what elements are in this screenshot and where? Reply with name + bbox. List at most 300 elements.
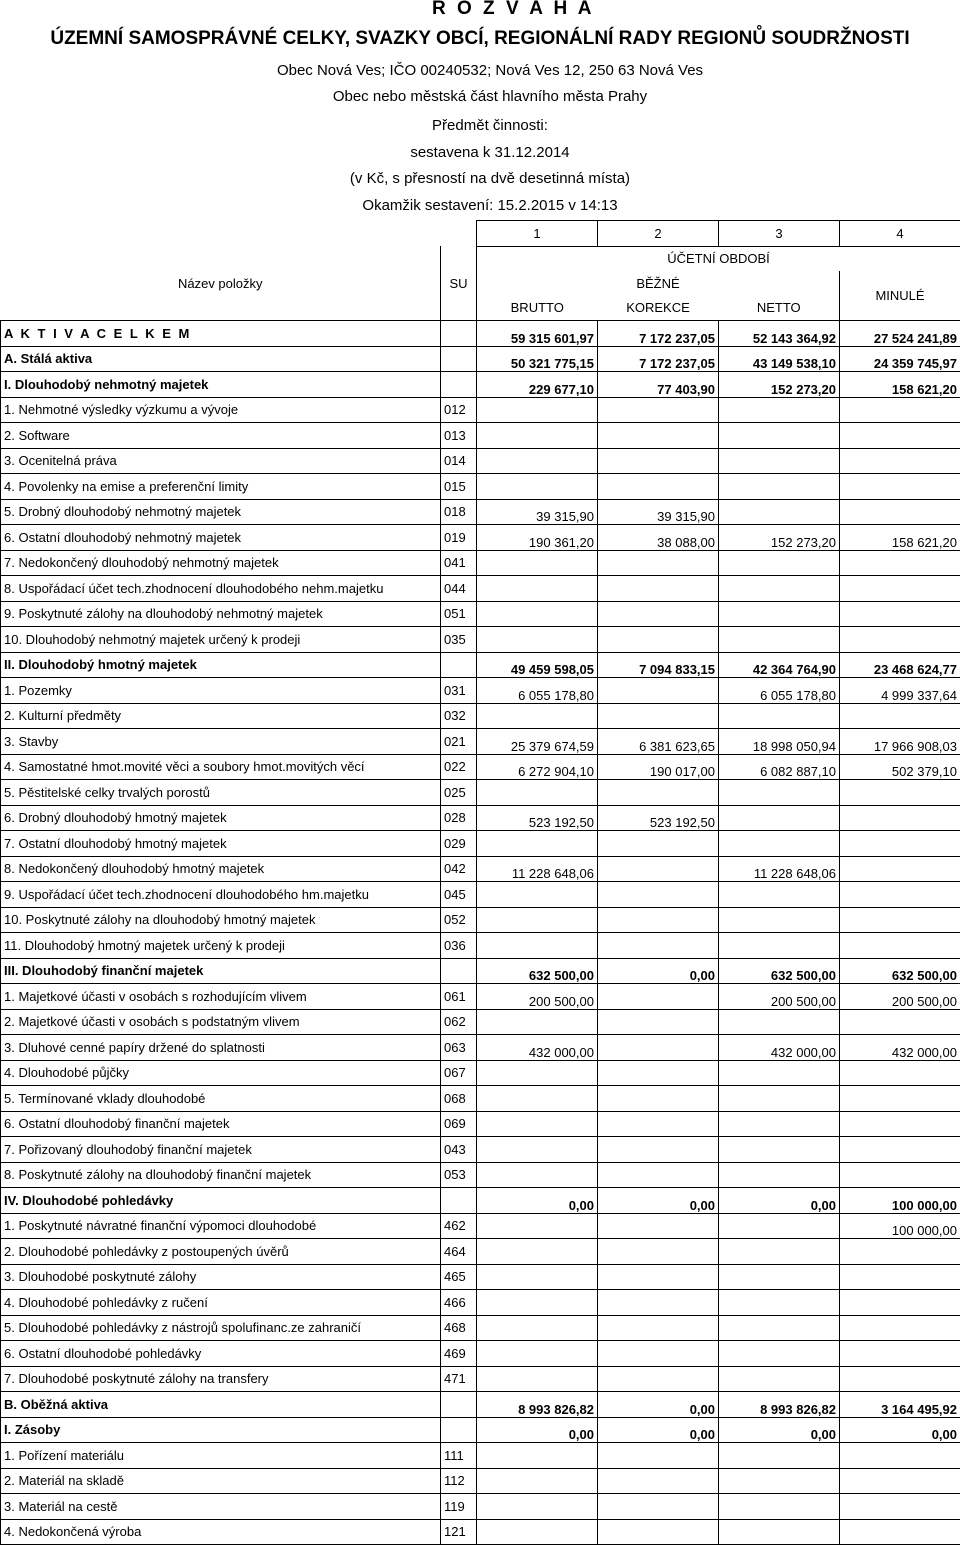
su-code: 018 [441, 499, 477, 525]
item-name: III. Dlouhodobý finanční majetek [1, 958, 441, 984]
brutto-value: 0,00 [477, 1188, 598, 1214]
table-row [1, 882, 960, 908]
su-code: 468 [441, 1315, 477, 1341]
su-code [441, 372, 477, 398]
brutto-value [477, 1213, 598, 1239]
table-row [1, 984, 960, 1010]
korekce-value [598, 1239, 719, 1265]
korekce-value [598, 984, 719, 1010]
korekce-value [598, 397, 719, 423]
table-row [1, 1060, 960, 1086]
brutto-value: 25 379 674,59 [477, 729, 598, 755]
table-row [1, 1213, 960, 1239]
brutto-value [477, 423, 598, 449]
netto-value: 6 055 178,80 [719, 678, 840, 704]
netto-value [719, 1111, 840, 1137]
netto-value [719, 703, 840, 729]
netto-value [719, 448, 840, 474]
korekce-value [598, 703, 719, 729]
netto-value [719, 1341, 840, 1367]
item-name: 6. Ostatní dlouhodobý finanční majetek [1, 1111, 441, 1137]
table-row [1, 1239, 960, 1265]
su-code: 068 [441, 1086, 477, 1112]
item-name: 11. Dlouhodobý hmotný majetek určený k prodeji [1, 933, 441, 959]
balance-sheet-table [0, 220, 960, 1545]
item-name: 8. Nedokončený dlouhodobý hmotný majetek [1, 856, 441, 882]
previous-value: 17 966 908,03 [840, 729, 960, 755]
brutto-value [477, 1468, 598, 1494]
table-row [1, 1519, 960, 1545]
su-code: 052 [441, 907, 477, 933]
table-row [1, 397, 960, 423]
netto-value [719, 1162, 840, 1188]
table-row [1, 1494, 960, 1520]
table-row [1, 601, 960, 627]
korekce-value [598, 1315, 719, 1341]
brutto-value [477, 1162, 598, 1188]
previous-value [840, 907, 960, 933]
previous-value [840, 805, 960, 831]
netto-value [719, 1290, 840, 1316]
brutto-value [477, 882, 598, 908]
item-name: 2. Kulturní předměty [1, 703, 441, 729]
table-row [1, 678, 960, 704]
netto-value [719, 907, 840, 933]
previous-value [840, 423, 960, 449]
previous-value [840, 1494, 960, 1520]
item-name: IV. Dlouhodobé pohledávky [1, 1188, 441, 1214]
item-name: 4. Dlouhodobé pohledávky z ručení [1, 1290, 441, 1316]
table-row [1, 1443, 960, 1469]
item-name: 5. Dlouhodobé pohledávky z nástrojů spolufinanc.ze zahraničí [1, 1315, 441, 1341]
brutto-value [477, 1366, 598, 1392]
netto-value: 0,00 [719, 1188, 840, 1214]
previous-value: 4 999 337,64 [840, 678, 960, 704]
table-row [1, 1137, 960, 1163]
previous-value: 0,00 [840, 1417, 960, 1443]
korekce-value: 0,00 [598, 1392, 719, 1418]
table-row [1, 831, 960, 857]
item-name: 10. Poskytnuté zálohy na dlouhodobý hmotný majetek [1, 907, 441, 933]
table-row [1, 321, 960, 347]
previous-value [840, 1009, 960, 1035]
korekce-header: KOREKCE [598, 296, 719, 321]
created-line: Okamžik sestavení: 15.2.2015 v 14:13 [10, 197, 960, 214]
korekce-value: 0,00 [598, 958, 719, 984]
korekce-value: 38 088,00 [598, 525, 719, 551]
netto-value: 52 143 364,92 [719, 321, 840, 347]
su-code: 062 [441, 1009, 477, 1035]
table-row [1, 525, 960, 551]
su-code [441, 958, 477, 984]
report-subtitle: ÚZEMNÍ SAMOSPRÁVNÉ CELKY, SVAZKY OBCÍ, REGIONÁLNÍ RADY REGIONŮ SOUDRŽNOSTI [0, 28, 960, 50]
netto-value [719, 805, 840, 831]
netto-value: 0,00 [719, 1417, 840, 1443]
item-name-header: Název položky [1, 246, 441, 321]
brutto-value: 432 000,00 [477, 1035, 598, 1061]
brutto-value: 50 321 775,15 [477, 346, 598, 372]
su-code: 032 [441, 703, 477, 729]
korekce-value [598, 856, 719, 882]
item-name: 7. Dlouhodobé poskytnuté zálohy na transfery [1, 1366, 441, 1392]
su-code: 019 [441, 525, 477, 551]
previous-value [840, 474, 960, 500]
report-title: R O Z V A H A [432, 0, 595, 20]
table-row [1, 1315, 960, 1341]
brutto-value [477, 1341, 598, 1367]
previous-value [840, 1239, 960, 1265]
brutto-value [477, 1519, 598, 1545]
brutto-value: 8 993 826,82 [477, 1392, 598, 1418]
item-name: 5. Pěstitelské celky trvalých porostů [1, 780, 441, 806]
netto-value [719, 1009, 840, 1035]
item-name: 1. Pozemky [1, 678, 441, 704]
entity-type-line: Obec nebo městská část hlavního města Prahy [10, 88, 960, 105]
brutto-value [477, 1443, 598, 1469]
item-name: I. Dlouhodobý nehmotný majetek [1, 372, 441, 398]
su-code: 119 [441, 1494, 477, 1520]
table-row [1, 1111, 960, 1137]
netto-value: 200 500,00 [719, 984, 840, 1010]
table-row [1, 1009, 960, 1035]
table-row [1, 907, 960, 933]
brutto-value [477, 831, 598, 857]
su-code: 465 [441, 1264, 477, 1290]
item-name: B. Oběžná aktiva [1, 1392, 441, 1418]
korekce-value: 7 094 833,15 [598, 652, 719, 678]
table-row [1, 1366, 960, 1392]
previous-value [840, 1341, 960, 1367]
brutto-value: 6 055 178,80 [477, 678, 598, 704]
table-row [1, 474, 960, 500]
previous-value: 502 379,10 [840, 754, 960, 780]
previous-value [840, 1111, 960, 1137]
table-row [1, 372, 960, 398]
su-code: 053 [441, 1162, 477, 1188]
table-row [1, 805, 960, 831]
korekce-value [598, 550, 719, 576]
brutto-value [477, 1315, 598, 1341]
brutto-value: 229 677,10 [477, 372, 598, 398]
previous-value: 24 359 745,97 [840, 346, 960, 372]
col-number-1: 1 [477, 221, 598, 247]
brutto-value [477, 907, 598, 933]
su-code: 063 [441, 1035, 477, 1061]
korekce-value: 7 172 237,05 [598, 346, 719, 372]
item-name: 7. Pořizovaný dlouhodobý finanční majetek [1, 1137, 441, 1163]
brutto-value: 0,00 [477, 1417, 598, 1443]
netto-value: 432 000,00 [719, 1035, 840, 1061]
table-row [1, 958, 960, 984]
netto-value: 632 500,00 [719, 958, 840, 984]
su-header: SU [441, 246, 477, 321]
korekce-value [598, 1519, 719, 1545]
brutto-value [477, 601, 598, 627]
korekce-value: 77 403,90 [598, 372, 719, 398]
item-name: A K T I V A C E L K E M [1, 321, 441, 347]
brutto-value [477, 1494, 598, 1520]
table-row [1, 423, 960, 449]
entity-line: Obec Nová Ves; IČO 00240532; Nová Ves 12, 250 63 Nová Ves [10, 62, 960, 79]
korekce-value [598, 831, 719, 857]
su-code: 015 [441, 474, 477, 500]
table-row [1, 576, 960, 602]
item-name: 3. Materiál na cestě [1, 1494, 441, 1520]
previous-value [840, 550, 960, 576]
netto-value [719, 1366, 840, 1392]
brutto-value [477, 627, 598, 653]
table-row [1, 703, 960, 729]
brutto-value: 11 228 648,06 [477, 856, 598, 882]
netto-value [719, 1060, 840, 1086]
korekce-value: 0,00 [598, 1417, 719, 1443]
previous-value [840, 1443, 960, 1469]
netto-value [719, 474, 840, 500]
su-code [441, 652, 477, 678]
table-row [1, 1341, 960, 1367]
item-name: 1. Pořízení materiálu [1, 1443, 441, 1469]
netto-header: NETTO [719, 296, 840, 321]
previous-value: 23 468 624,77 [840, 652, 960, 678]
previous-value [840, 703, 960, 729]
previous-value [840, 856, 960, 882]
netto-value [719, 933, 840, 959]
korekce-value [598, 780, 719, 806]
korekce-value [598, 933, 719, 959]
netto-value: 42 364 764,90 [719, 652, 840, 678]
brutto-value: 6 272 904,10 [477, 754, 598, 780]
previous-value [840, 576, 960, 602]
netto-value [719, 1239, 840, 1265]
korekce-value: 6 381 623,65 [598, 729, 719, 755]
brutto-value [477, 1239, 598, 1265]
previous-value [840, 1162, 960, 1188]
brutto-value [477, 1060, 598, 1086]
netto-value [719, 397, 840, 423]
su-code: 021 [441, 729, 477, 755]
brutto-value [477, 1264, 598, 1290]
korekce-value: 0,00 [598, 1188, 719, 1214]
su-code: 042 [441, 856, 477, 882]
su-code [441, 1392, 477, 1418]
previous-value [840, 933, 960, 959]
su-code: 045 [441, 882, 477, 908]
netto-value: 8 993 826,82 [719, 1392, 840, 1418]
item-name: 5. Termínované vklady dlouhodobé [1, 1086, 441, 1112]
activity-line: Předmět činnosti: [10, 117, 960, 134]
korekce-value [598, 1111, 719, 1137]
table-row [1, 1264, 960, 1290]
su-code: 464 [441, 1239, 477, 1265]
previous-value: 100 000,00 [840, 1188, 960, 1214]
item-name: 7. Ostatní dlouhodobý hmotný majetek [1, 831, 441, 857]
netto-value: 11 228 648,06 [719, 856, 840, 882]
su-code: 471 [441, 1366, 477, 1392]
previous-value [840, 1366, 960, 1392]
su-code: 013 [441, 423, 477, 449]
su-code [441, 1417, 477, 1443]
item-name: 9. Poskytnuté zálohy na dlouhodobý nehmotný majetek [1, 601, 441, 627]
netto-value [719, 499, 840, 525]
su-code: 067 [441, 1060, 477, 1086]
table-row [1, 780, 960, 806]
table-row [1, 627, 960, 653]
table-row [1, 448, 960, 474]
brutto-value [477, 397, 598, 423]
item-name: 1. Nehmotné výsledky výzkumu a vývoje [1, 397, 441, 423]
korekce-value [598, 448, 719, 474]
item-name: 4. Povolenky na emise a preferenční limity [1, 474, 441, 500]
netto-value [719, 1137, 840, 1163]
previous-value: 100 000,00 [840, 1213, 960, 1239]
previous-period-header: MINULÉ [840, 271, 960, 321]
netto-value: 152 273,20 [719, 372, 840, 398]
table-row [1, 933, 960, 959]
korekce-value [598, 1162, 719, 1188]
netto-value [719, 1494, 840, 1520]
su-code: 022 [441, 754, 477, 780]
item-name: 2. Materiál na skladě [1, 1468, 441, 1494]
korekce-value [598, 1443, 719, 1469]
previous-value: 158 621,20 [840, 372, 960, 398]
brutto-value [477, 550, 598, 576]
previous-value: 200 500,00 [840, 984, 960, 1010]
korekce-value [598, 1494, 719, 1520]
su-code: 036 [441, 933, 477, 959]
table-row [1, 1086, 960, 1112]
brutto-header: BRUTTO [477, 296, 598, 321]
table-row [1, 652, 960, 678]
previous-value [840, 1137, 960, 1163]
brutto-value [477, 1086, 598, 1112]
brutto-value [477, 576, 598, 602]
previous-value [840, 397, 960, 423]
netto-value [719, 1086, 840, 1112]
su-code: 029 [441, 831, 477, 857]
netto-value [719, 1213, 840, 1239]
previous-value [840, 1060, 960, 1086]
previous-value [840, 499, 960, 525]
netto-value [719, 1443, 840, 1469]
su-code: 028 [441, 805, 477, 831]
previous-value [840, 627, 960, 653]
units-line: (v Kč, s přesností na dvě desetinná místa) [10, 170, 960, 187]
korekce-value [598, 1060, 719, 1086]
su-code: 043 [441, 1137, 477, 1163]
table-row [1, 346, 960, 372]
brutto-value [477, 1009, 598, 1035]
su-code: 031 [441, 678, 477, 704]
item-name: 4. Nedokončená výroba [1, 1519, 441, 1545]
korekce-value [598, 1137, 719, 1163]
item-name: 3. Dlouhodobé poskytnuté zálohy [1, 1264, 441, 1290]
korekce-value [598, 423, 719, 449]
previous-value [840, 1290, 960, 1316]
col-number-4: 4 [840, 221, 960, 247]
current-period-header: BĚŽNÉ [477, 271, 840, 296]
netto-value [719, 423, 840, 449]
brutto-value [477, 933, 598, 959]
korekce-value: 190 017,00 [598, 754, 719, 780]
su-code [441, 346, 477, 372]
table-row [1, 1468, 960, 1494]
table-row [1, 754, 960, 780]
su-code: 035 [441, 627, 477, 653]
table-row [1, 1392, 960, 1418]
item-name: 6. Ostatní dlouhodobý nehmotný majetek [1, 525, 441, 551]
item-name: 3. Ocenitelná práva [1, 448, 441, 474]
item-name: 2. Software [1, 423, 441, 449]
table-row [1, 1417, 960, 1443]
item-name: II. Dlouhodobý hmotný majetek [1, 652, 441, 678]
netto-value [719, 550, 840, 576]
korekce-value [598, 1366, 719, 1392]
brutto-value [477, 448, 598, 474]
table-row [1, 499, 960, 525]
brutto-value: 523 192,50 [477, 805, 598, 831]
item-name: A. Stálá aktiva [1, 346, 441, 372]
brutto-value: 59 315 601,97 [477, 321, 598, 347]
su-code: 111 [441, 1443, 477, 1469]
korekce-value [598, 1341, 719, 1367]
korekce-value [598, 1213, 719, 1239]
item-name: 2. Dlouhodobé pohledávky z postoupených úvěrů [1, 1239, 441, 1265]
brutto-value: 49 459 598,05 [477, 652, 598, 678]
su-code: 044 [441, 576, 477, 602]
netto-value [719, 1264, 840, 1290]
korekce-value [598, 1290, 719, 1316]
table-row [1, 1035, 960, 1061]
netto-value [719, 1468, 840, 1494]
item-name: 6. Ostatní dlouhodobé pohledávky [1, 1341, 441, 1367]
netto-value [719, 882, 840, 908]
previous-value: 27 524 241,89 [840, 321, 960, 347]
item-name: 3. Stavby [1, 729, 441, 755]
previous-value [840, 1264, 960, 1290]
col-number-2: 2 [598, 221, 719, 247]
su-code: 469 [441, 1341, 477, 1367]
item-name: 4. Dlouhodobé půjčky [1, 1060, 441, 1086]
korekce-value [598, 1086, 719, 1112]
netto-value [719, 1315, 840, 1341]
netto-value: 18 998 050,94 [719, 729, 840, 755]
item-name: 9. Uspořádací účet tech.zhodnocení dlouhodobého hm.majetku [1, 882, 441, 908]
korekce-value [598, 601, 719, 627]
korekce-value [598, 1035, 719, 1061]
previous-value [840, 882, 960, 908]
item-name: 2. Majetkové účasti v osobách s podstatným vlivem [1, 1009, 441, 1035]
netto-value [719, 1519, 840, 1545]
su-code [441, 1188, 477, 1214]
su-code: 121 [441, 1519, 477, 1545]
netto-value [719, 601, 840, 627]
korekce-value [598, 678, 719, 704]
korekce-value [598, 1264, 719, 1290]
su-code: 012 [441, 397, 477, 423]
korekce-value: 39 315,90 [598, 499, 719, 525]
previous-value [840, 1519, 960, 1545]
period-header: ÚČETNÍ OBDOBÍ [477, 246, 960, 271]
netto-value [719, 576, 840, 602]
item-name: 4. Samostatné hmot.movité věci a soubory hmot.movitých věcí [1, 754, 441, 780]
previous-value: 432 000,00 [840, 1035, 960, 1061]
brutto-value [477, 1137, 598, 1163]
brutto-value [477, 780, 598, 806]
item-name: 3. Dluhové cenné papíry držené do splatnosti [1, 1035, 441, 1061]
brutto-value: 632 500,00 [477, 958, 598, 984]
su-code: 462 [441, 1213, 477, 1239]
netto-value [719, 780, 840, 806]
